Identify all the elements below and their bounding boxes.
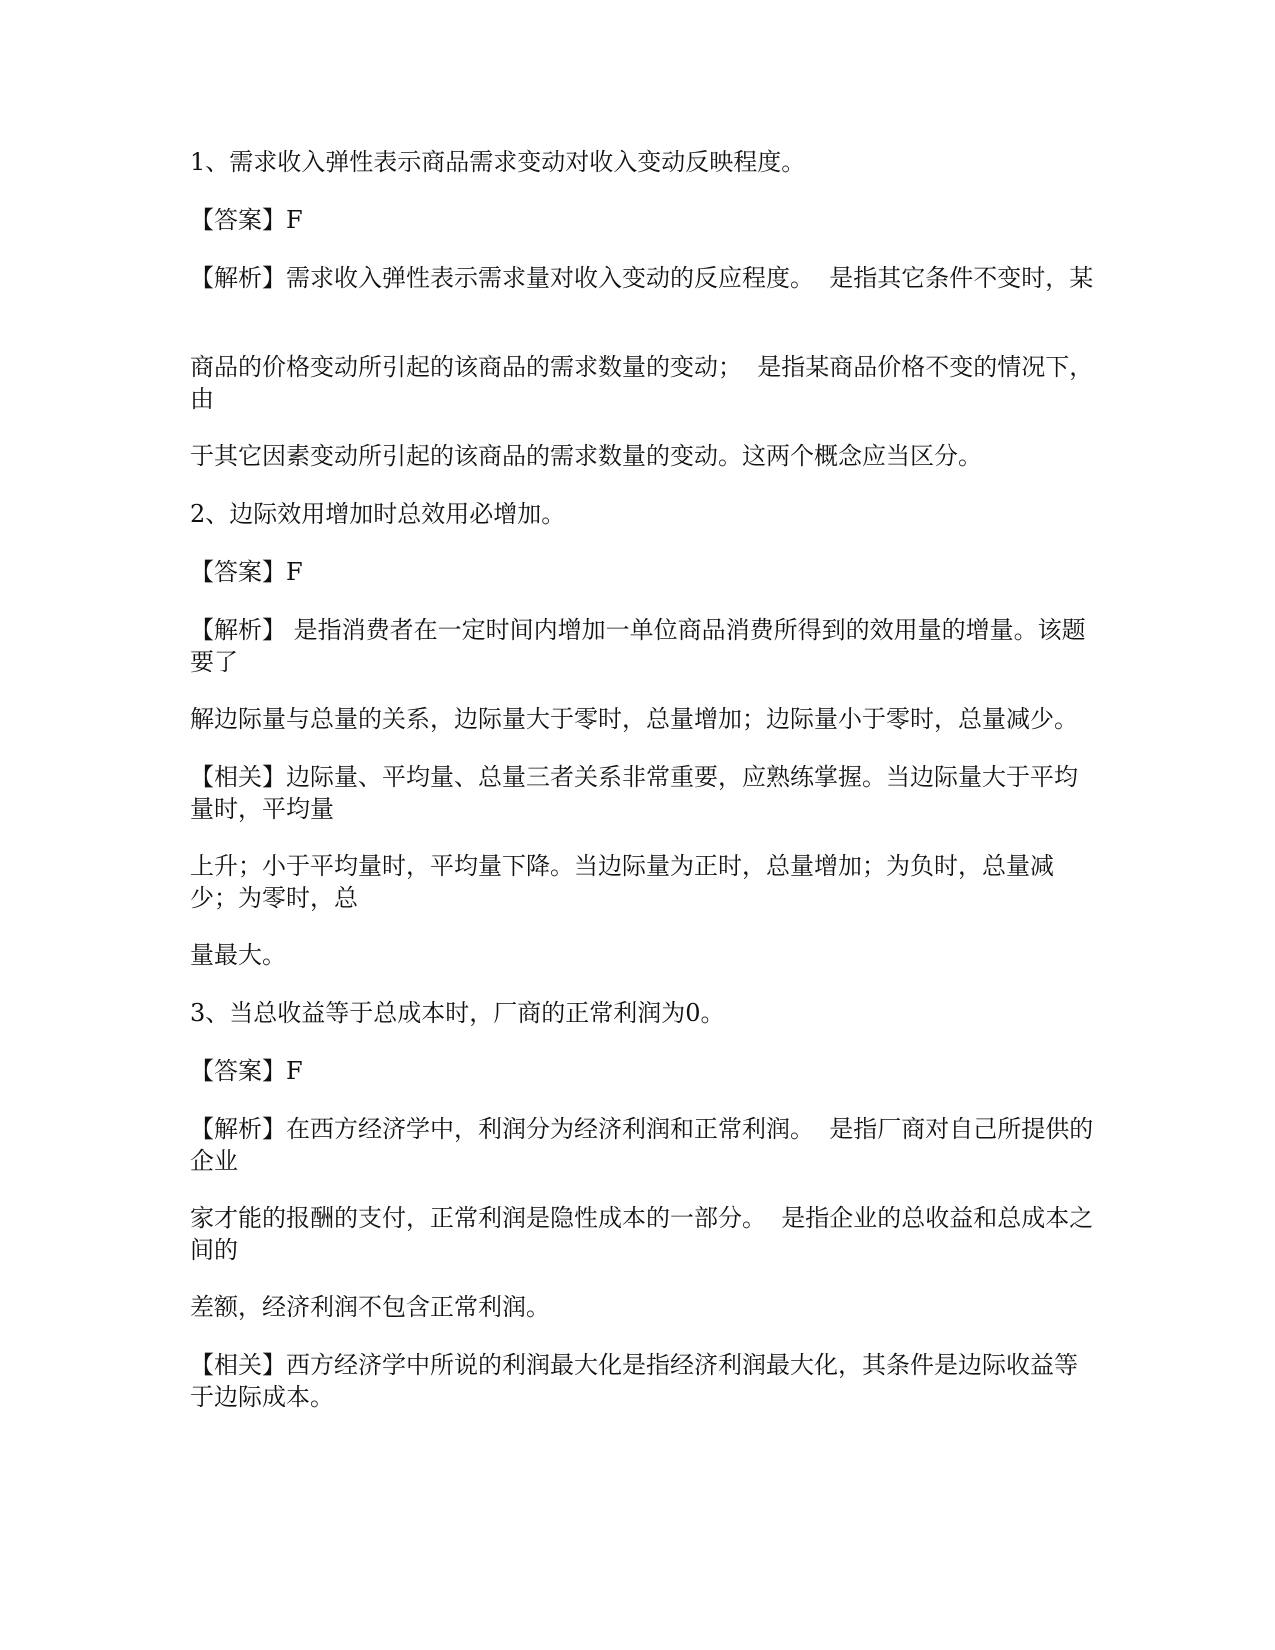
question-2-text: 2、边际效用增加时总效用必增加。 [190, 500, 566, 528]
question-2-analysis-line-2: 解边际量与总量的关系，边际量大于零时，总量增加；边际量小于零时，总量减少。 [190, 705, 1078, 733]
question-1-analysis-line-2: 商品的价格变动所引起的该商品的需求数量的变动； 是指某商品价格不变的情况下，由 [190, 353, 1094, 413]
question-3-analysis-line-3: 差额，经济利润不包含正常利润。 [190, 1293, 550, 1321]
question-1-analysis-line-1: 【解析】需求收入弹性表示需求量对收入变动的反应程度。 是指其它条件不变时，某 [190, 264, 1094, 292]
question-1-text: 1、需求收入弹性表示商品需求变动对收入变动反映程度。 [190, 148, 806, 176]
question-3-analysis-line-1: 【解析】在西方经济学中，利润分为经济利润和正常利润。 是指厂商对自己所提供的企业 [190, 1115, 1094, 1175]
question-2-related-line-1: 【相关】边际量、平均量、总量三者关系非常重要，应熟练掌握。当边际量大于平均量时，平均量 [190, 763, 1078, 823]
question-3-answer: 【答案】F [190, 1057, 303, 1085]
question-2-answer: 【答案】F [190, 558, 303, 586]
question-3-analysis-line-2: 家才能的报酬的支付，正常利润是隐性成本的一部分。 是指企业的总收益和总成本之间的 [190, 1204, 1094, 1264]
question-3-text: 3、当总收益等于总成本时，厂商的正常利润为0。 [190, 999, 725, 1027]
question-2-related-line-3: 量最大。 [190, 941, 286, 969]
question-1-answer: 【答案】F [190, 206, 303, 234]
question-2-analysis-line-1: 【解析】 是指消费者在一定时间内增加一单位商品消费所得到的效用量的增量。该题要了 [190, 616, 1086, 676]
question-2-related-line-2: 上升；小于平均量时，平均量下降。当边际量为正时，总量增加；为负时，总量减少；为零时，总 [190, 852, 1054, 912]
question-3-related-line-1: 【相关】西方经济学中所说的利润最大化是指经济利润最大化，其条件是边际收益等于边际成本。 [190, 1351, 1078, 1411]
question-1-analysis-line-3: 于其它因素变动所引起的该商品的需求数量的变动。这两个概念应当区分。 [190, 442, 982, 470]
